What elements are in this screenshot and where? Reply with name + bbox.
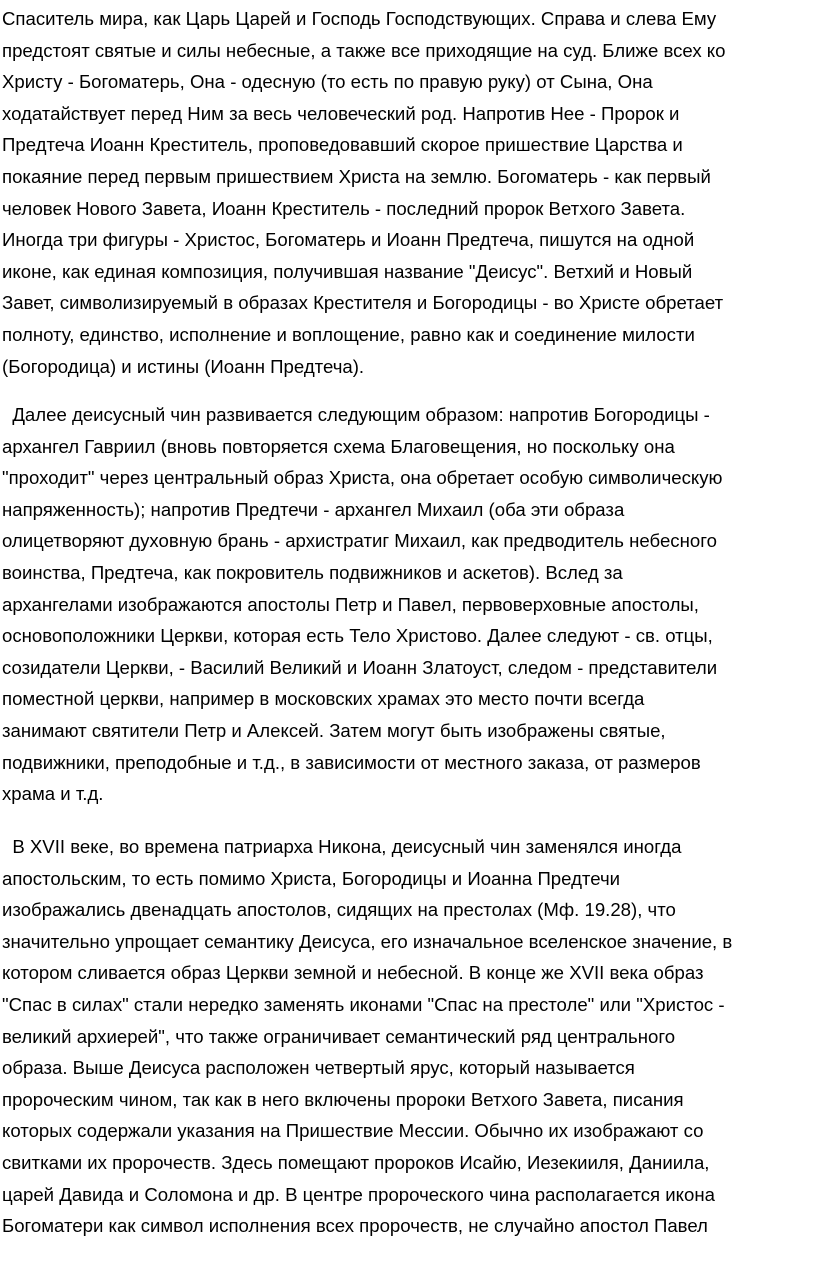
text-line: образа. Выше Деисуса расположен четвертый ярус, который называется [2,1057,635,1079]
text-line: Христу - Богоматерь, Она - одесную (то есть по правую руку) от Сына, Она [2,71,653,93]
text-line: архангелами изображаются апостолы Петр и Павел, первоверховные апостолы, [2,593,699,615]
text-line: подвижники, преподобные и т.д., в зависимости от местного заказа, от размеров [2,751,701,773]
text-line: предстоят святые и силы небесные, а также все приходящие на суд. Ближе всех ко [2,39,726,61]
text-line: которых содержали указания на Пришествие Мессии. Обычно их изображают со [2,1120,704,1142]
text-line: свитками их пророчеств. Здесь помещают пророков Исайю, Иезекииля, Даниила, [2,1151,710,1173]
paragraph-3 [0,831,732,1242]
text-line: основоположники Церкви, которая есть Тело Христово. Далее следуют - св. отцы, [2,625,713,647]
text-line: покаяние перед первым пришествием Христа на землю. Богоматерь - как первый [2,165,711,187]
text-line: напряженность); напротив Предтечи - архангел Михаил (оба эти образа [2,498,625,520]
text-line: занимают святители Петр и Алексей. Затем могут быть изображены святые, [2,719,666,741]
text-line: поместной церкви, например в московских храмах это место почти всегда [2,688,645,710]
text-line: котором сливается образ Церкви земной и небесной. В конце же XVII века образ [2,962,704,984]
text-line: Спаситель мира, как Царь Царей и Господь Господствующих. Справа и слева Ему [2,8,717,29]
text-line: "проходит" через центральный образ Христа, она обретает особую символическую [2,467,723,489]
text-line: (Богородица) и истины (Иоанн Предтеча). [2,355,365,377]
paragraph-2 [0,399,722,810]
text-line: Иногда три фигуры - Христос, Богоматерь и Иоанн Предтеча, пишутся на одной [2,229,695,251]
text-line: Завет, символизируемый в образах Крестителя и Богородицы - во Христе обретает [2,292,724,314]
text-line: созидатели Церкви, - Василий Великий и Иоанн Златоуст, следом - представители [2,656,718,678]
text-line: полноту, единство, исполнение и воплощение, равно как и соединение милости [2,323,695,345]
text-line: храма и т.д. [2,783,104,805]
text-line: апостольским, то есть помимо Христа, Богородицы и Иоанна Предтечи [2,867,621,889]
text-line: Далее деисусный чин развивается следующим образом: напротив Богородицы - [2,404,710,425]
text-line: изображались двенадцать апостолов, сидящих на престолах (Мф. 19.28), что [2,899,676,921]
text-line: воинства, Предтеча, как покровитель подвижников и аскетов). Вслед за [2,561,623,583]
text-line: Предтеча Иоанн Креститель, проповедовавший скорое пришествие Царства и [2,134,683,156]
text-line: Богоматери как символ исполнения всех пророчеств, не случайно апостол Павел [2,1215,708,1237]
text-line: олицетворяют духовную брань - архистратиг Михаил, как предводитель небесного [2,530,717,552]
text-line: "Спас в силах" стали нередко заменять иконами "Спас на престоле" или "Христос - [2,993,725,1015]
text-line: иконе, как единая композиция, получившая название "Деисус". Ветхий и Новый [2,260,693,282]
text-line: великий архиерей", что также ограничивает семантический ряд центрального [2,1025,676,1047]
text-line: архангел Гавриил (вновь повторяется схема Благовещения, но поскольку она [2,435,675,457]
text-line: ходатайствует перед Ним за весь человеческий род. Напротив Нее - Пророк и [2,102,680,124]
paragraph-1 [0,3,726,382]
text-line: значительно упрощает семантику Деисуса, его изначальное вселенское значение, в [2,930,733,952]
text-line: В XVII веке, во времена патриарха Никона, деисусный чин заменялся иногда [2,836,682,857]
text-line: царей Давида и Соломона и др. В центре пророческого чина располагается икона [2,1183,715,1205]
text-line: человек Нового Завета, Иоанн Креститель - последний пророк Ветхого Завета. [2,197,686,219]
text-line: пророческим чином, так как в него включены пророки Ветхого Завета, писания [2,1088,684,1110]
